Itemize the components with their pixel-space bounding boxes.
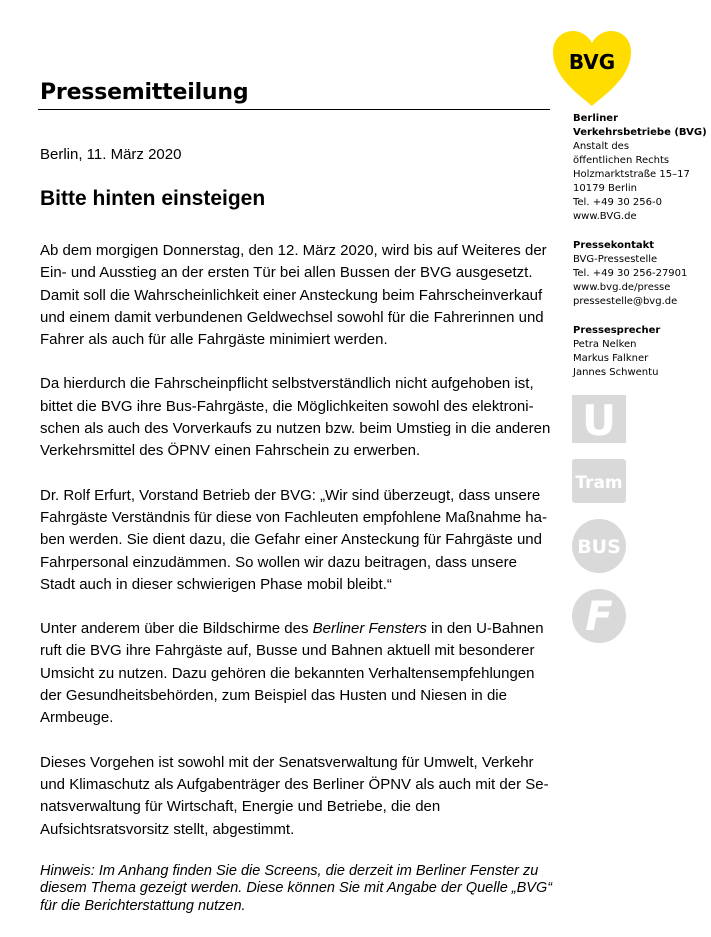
- attachment-note: Hinweis: Im Anhang finden Sie die Screens, die derzeit im Berliner Fenster zu diesem Thema gezeigt werden. Diese können Sie mit Angabe der Quelle „BVG“ für die Berichterstattung nutzen.: [40, 862, 553, 914]
- paragraph: Dieses Vorgehen ist sowohl mit der Senatsverwaltung für Umwelt, Verkehr und Klimaschutz als Aufgabenträger des Berliner ÖPNV als auch mit der Senatsverwaltung für Wirtschaft, Energie und Betriebe, die den Aufsichtsratsvorsitz stellt, abgestimmt.: [40, 753, 549, 838]
- organisation-block: [573, 112, 708, 224]
- berliner-fenster-emphasis: Berliner Fensters: [312, 620, 427, 638]
- press-phone: Tel. +49 30 256-27901: [573, 268, 688, 279]
- org-address: Holzmarktstraße 15–17: [573, 169, 690, 180]
- paragraph: Da hierdurch die Fahrscheinpflicht selbstverständlich nicht aufgehoben ist, bittet die BVG ihre Bus-Fahrgäste, die Möglichkeiten sowohl des elektronischen als auch des Vorverkaufs zu nutzen bzw. beim Umstieg in die anderen Verkehrsmittel des ÖPNV einen Fahrschein zu erwerben.: [40, 375, 551, 460]
- press-contact-title: Pressekontakt: [573, 240, 655, 251]
- ubahn-icon: [571, 394, 627, 444]
- org-city: 10179 Berlin: [573, 183, 638, 194]
- headline: Bitte hinten einsteigen: [40, 187, 266, 210]
- org-line: öffentlichen Rechts: [573, 155, 670, 166]
- spokesperson-name: Markus Falkner: [573, 353, 649, 364]
- svg-text:BUS: BUS: [577, 536, 621, 558]
- svg-text:U: U: [581, 396, 617, 444]
- svg-text:Tram: Tram: [575, 473, 623, 493]
- header-rule: [38, 109, 550, 110]
- press-email: pressestelle@bvg.de: [573, 296, 678, 307]
- org-phone: Tel. +49 30 256-0: [573, 197, 662, 208]
- bvg-logo-text: BVG: [568, 50, 616, 74]
- press-office: BVG-Pressestelle: [573, 254, 658, 265]
- org-name: Berliner: [573, 113, 619, 124]
- press-body: [40, 240, 555, 937]
- transport-modes: [571, 394, 629, 658]
- org-line: Anstalt des: [573, 141, 630, 152]
- svg-text:F: F: [585, 594, 613, 640]
- org-website: www.BVG.de: [573, 211, 637, 222]
- press-website: www.bvg.de/presse: [573, 282, 671, 293]
- paragraph: Dr. Rolf Erfurt, Vorstand Betrieb der BVG: „Wir sind überzeugt, dass unsere Fahrgäste Verständnis für diese von Fachleuten empfohlene Maßnahme haben werden. Sie dient dazu, die Gefahr einer Ansteckung für Fahrgäste und Fahrpersonal einzudämmen. So wollen wir dazu beitragen, dass unsere Stadt auch in dieser schwierigen Phase mobil bleibt.“: [40, 486, 547, 593]
- paragraph-text: in den U-Bahnen ruft die BVG ihre Fahrgäste auf, Busse und Bahnen aktuell mit besonderer Umsicht zu nutzen. Dazu gehören die bekannten Verhaltensempfehlungen der Gesundheitsbehörden, zum Beispiel das Husten und Niesen in die Armbeuge.: [40, 620, 544, 727]
- press-date: Berlin, 11. März 2020: [40, 146, 182, 163]
- page-header-title: Pressemitteilung: [40, 80, 249, 105]
- spokespersons-title: Pressesprecher: [573, 325, 661, 336]
- org-name: Verkehrsbetriebe (BVG): [573, 127, 707, 138]
- spokesperson-name: Petra Nelken: [573, 339, 637, 350]
- ferry-icon: [571, 588, 627, 644]
- bus-icon: [571, 518, 627, 574]
- contact-sidebar: [573, 112, 708, 395]
- paragraph-text: Unter anderem über die Bildschirme des: [40, 620, 313, 638]
- bvg-logo: [551, 30, 633, 108]
- spokesperson-name: Jannes Schwentu: [573, 367, 659, 378]
- press-contact-block: [573, 239, 708, 309]
- paragraph: Ab dem morgigen Donnerstag, den 12. März 2020, wird bis auf Weiteres der Ein- und Ausstieg an der ersten Tür bei allen Bussen der BVG ausgesetzt. Damit soll die Wahrscheinlichkeit einer Ansteckung beim Fahrscheinverkauf und einem damit verbundenen Geldwechsel sowohl für die Fahrerinnen und Fahrer als auch für alle Fahrgäste minimiert werden.: [40, 242, 547, 349]
- paragraph: [40, 618, 555, 729]
- spokespersons-block: [573, 324, 708, 380]
- tram-icon: [571, 458, 627, 504]
